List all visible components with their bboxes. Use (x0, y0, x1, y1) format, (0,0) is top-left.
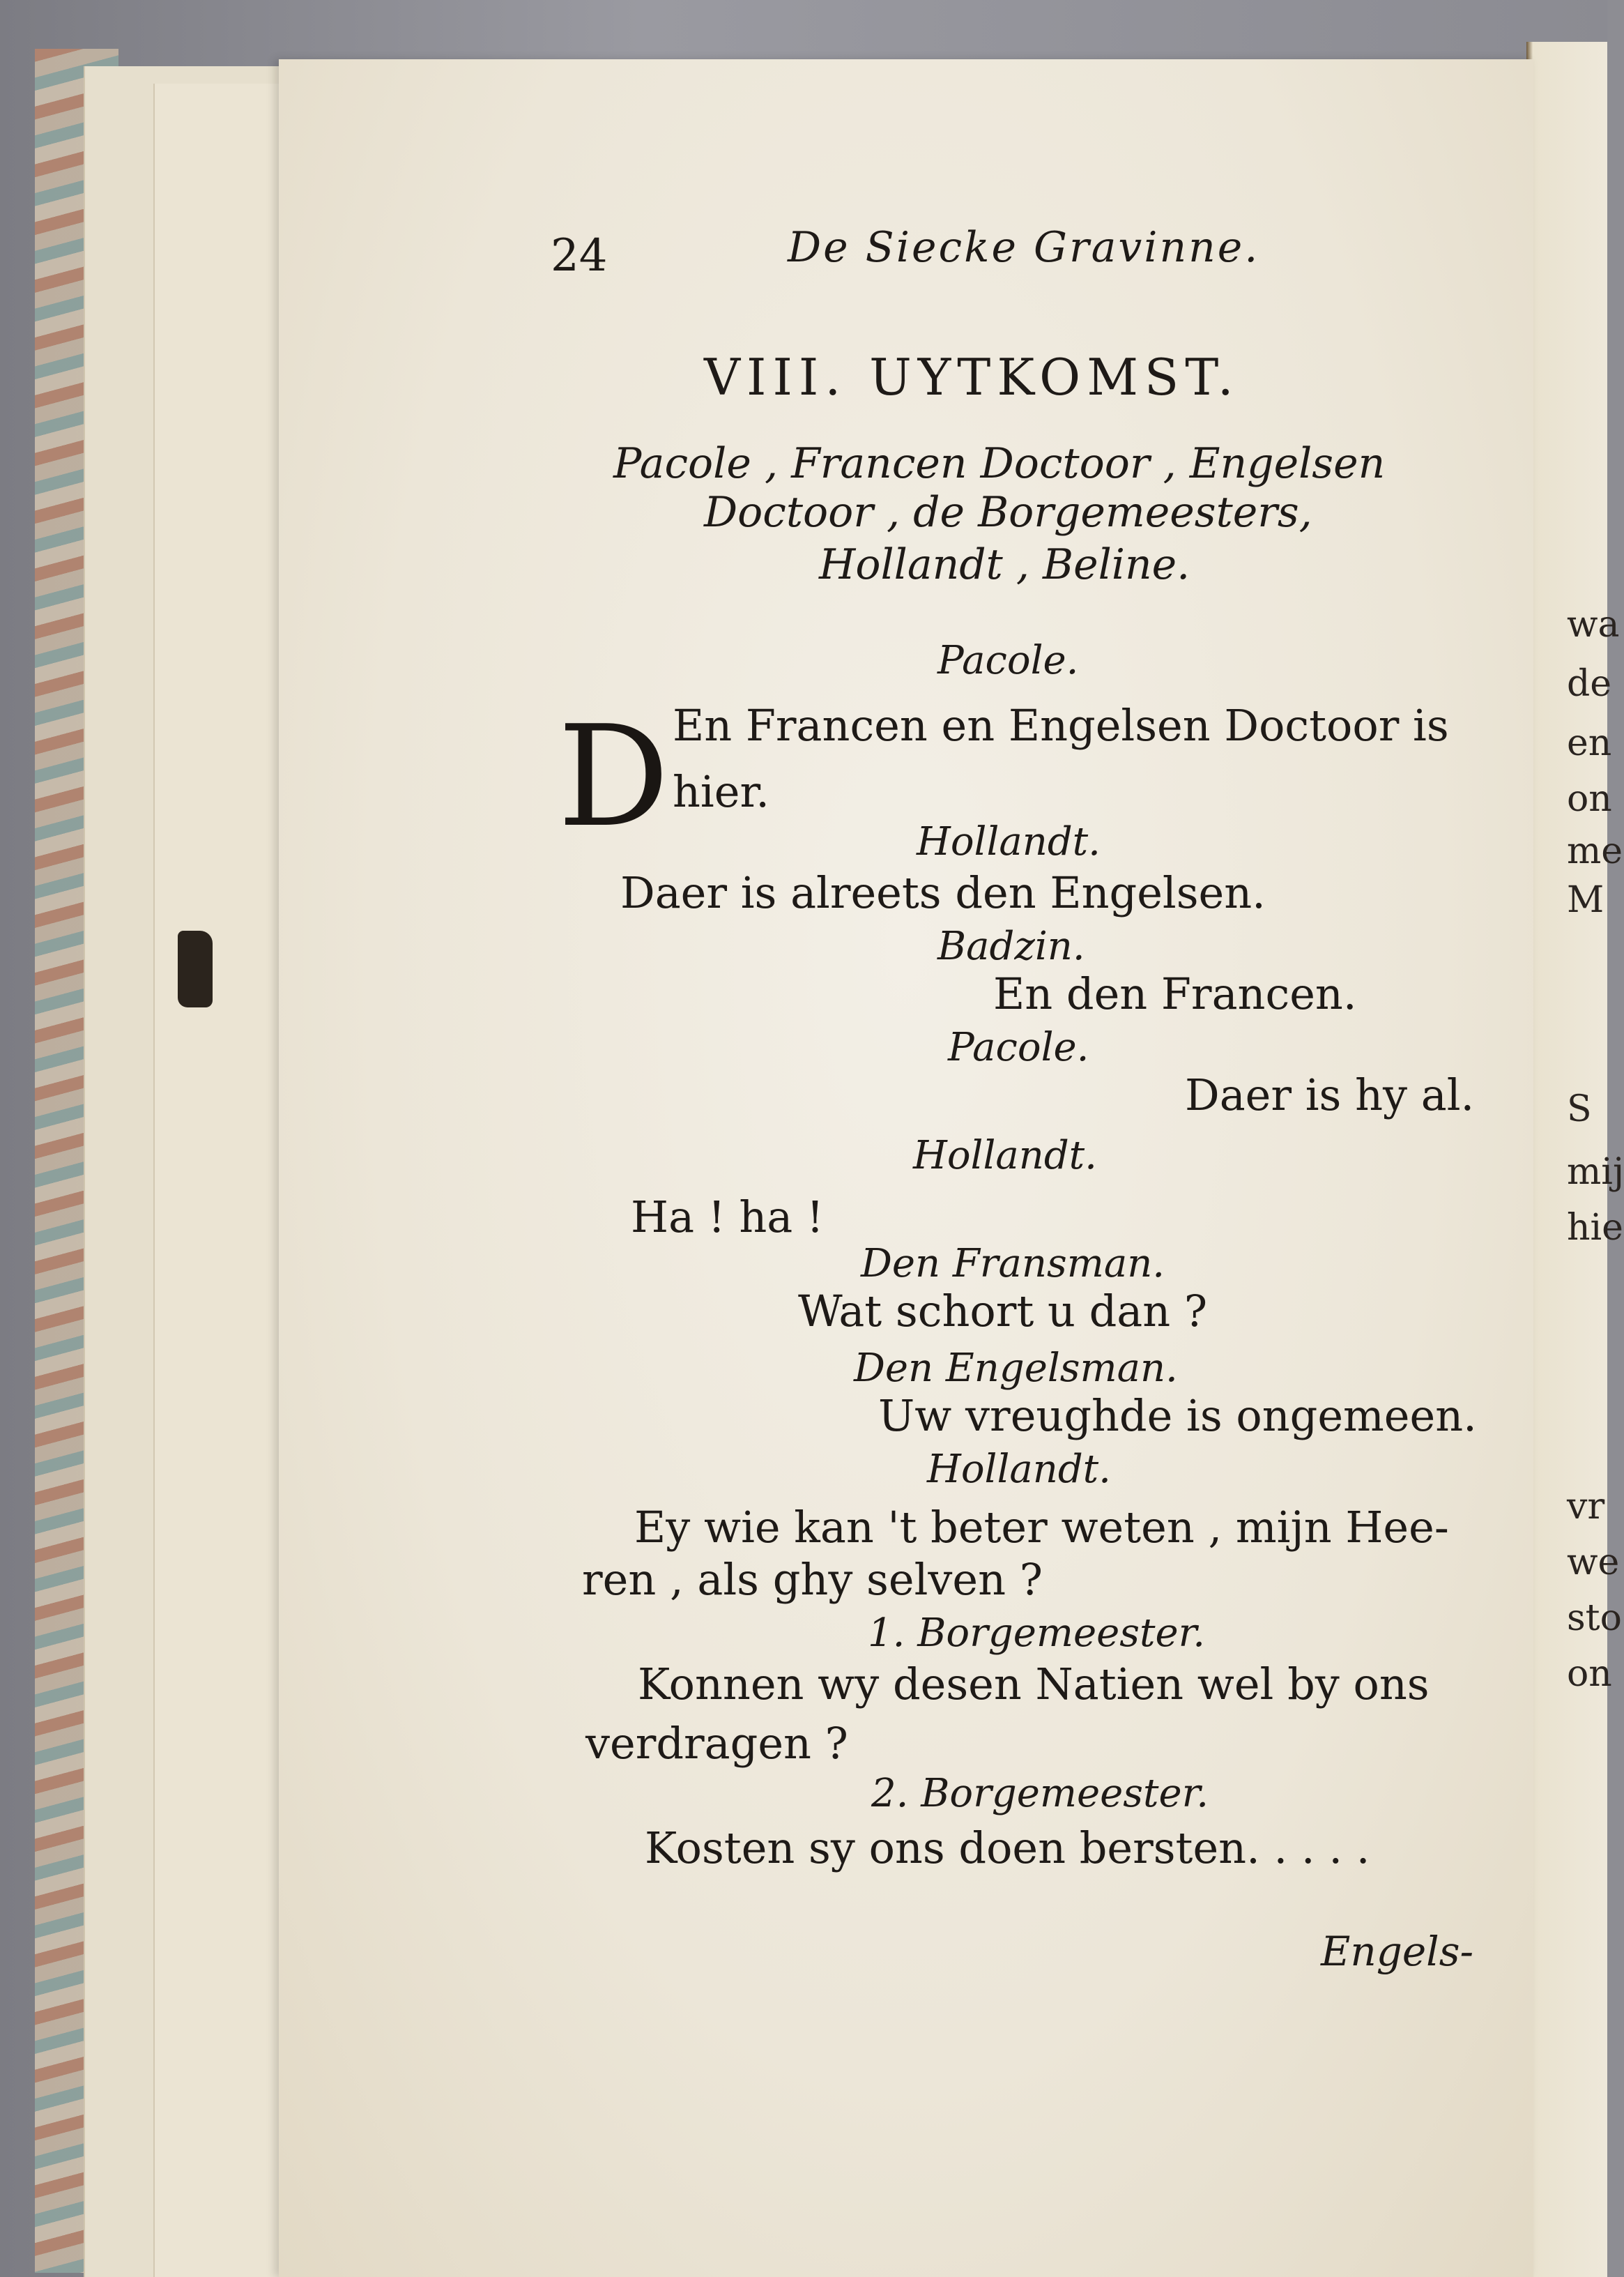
speaker-name: Den Fransman. (861, 1241, 1165, 1286)
running-title: De Siecke Gravinne. (788, 223, 1260, 272)
speech-line: Kosten sy ons doen bersten. . . . . (645, 1822, 1370, 1873)
speaker-name: Badzin. (937, 924, 1085, 969)
speaker-name: Pacole. (948, 1025, 1089, 1070)
drop-cap: D (558, 696, 670, 858)
speech-line: verdragen ? (585, 1718, 848, 1769)
speech-line: Ha ! ha ! (631, 1191, 824, 1242)
scene-heading: VIII. UYTKOMST. (704, 348, 1240, 406)
speech-line: Uw vreughde is ongemeen. (878, 1390, 1477, 1441)
cast-list-line: Doctoor , de Borgemeesters, (704, 488, 1312, 537)
page-number: 24 (551, 230, 608, 282)
facing-page-fragment: vr (1567, 1486, 1605, 1528)
facing-page-fragment: we (1567, 1541, 1620, 1583)
cast-list-line: Hollandt , Beline. (819, 540, 1190, 589)
speech-line: En den Francen. (993, 968, 1357, 1019)
speech-line: Konnen wy desen Natien wel by ons (638, 1659, 1430, 1709)
speaker-name: 1. Borgemeester. (868, 1610, 1206, 1656)
facing-page-fragment: me (1567, 830, 1623, 872)
speaker-name: Den Engelsman. (854, 1346, 1178, 1391)
facing-page-fragment: wa (1567, 604, 1620, 646)
speech-line: ren , als ghy selven ? (582, 1554, 1043, 1605)
speech-line: Daer is alreets den Engelsen. (620, 867, 1266, 918)
facing-page-fragment: hie (1567, 1207, 1623, 1249)
speech-line: Wat schort u dan ? (798, 1286, 1208, 1336)
speech-line: Ey wie kan 't beter weten , mijn Hee- (634, 1502, 1449, 1553)
facing-page-fragment: M (1567, 879, 1604, 921)
speaker-name: Hollandt. (913, 1133, 1097, 1178)
facing-page-fragment: en (1567, 722, 1612, 764)
speech-line: En Francen en Engelsen Doctoor is (673, 700, 1449, 751)
facing-page-fragment: on (1567, 1653, 1612, 1695)
speaker-name: Hollandt. (927, 1447, 1111, 1492)
speech-line: Daer is hy al. (1185, 1069, 1475, 1120)
catchword: Engels- (1321, 1928, 1474, 1975)
facing-page-fragment: S (1567, 1088, 1592, 1130)
facing-page-fragment: sto (1567, 1597, 1622, 1639)
paper-damage-hole (178, 931, 213, 1007)
speaker-name: Hollandt. (917, 819, 1101, 865)
facing-page-fragment: mij (1567, 1151, 1624, 1193)
speaker-name: Pacole. (937, 638, 1079, 683)
facing-page-fragment: de (1567, 663, 1612, 705)
speaker-name: 2. Borgemeester. (871, 1771, 1209, 1816)
speech-line: hier. (673, 766, 769, 817)
facing-page-fragment: on (1567, 778, 1612, 820)
cast-list-line: Pacole , Francen Doctoor , Engelsen (613, 439, 1386, 488)
